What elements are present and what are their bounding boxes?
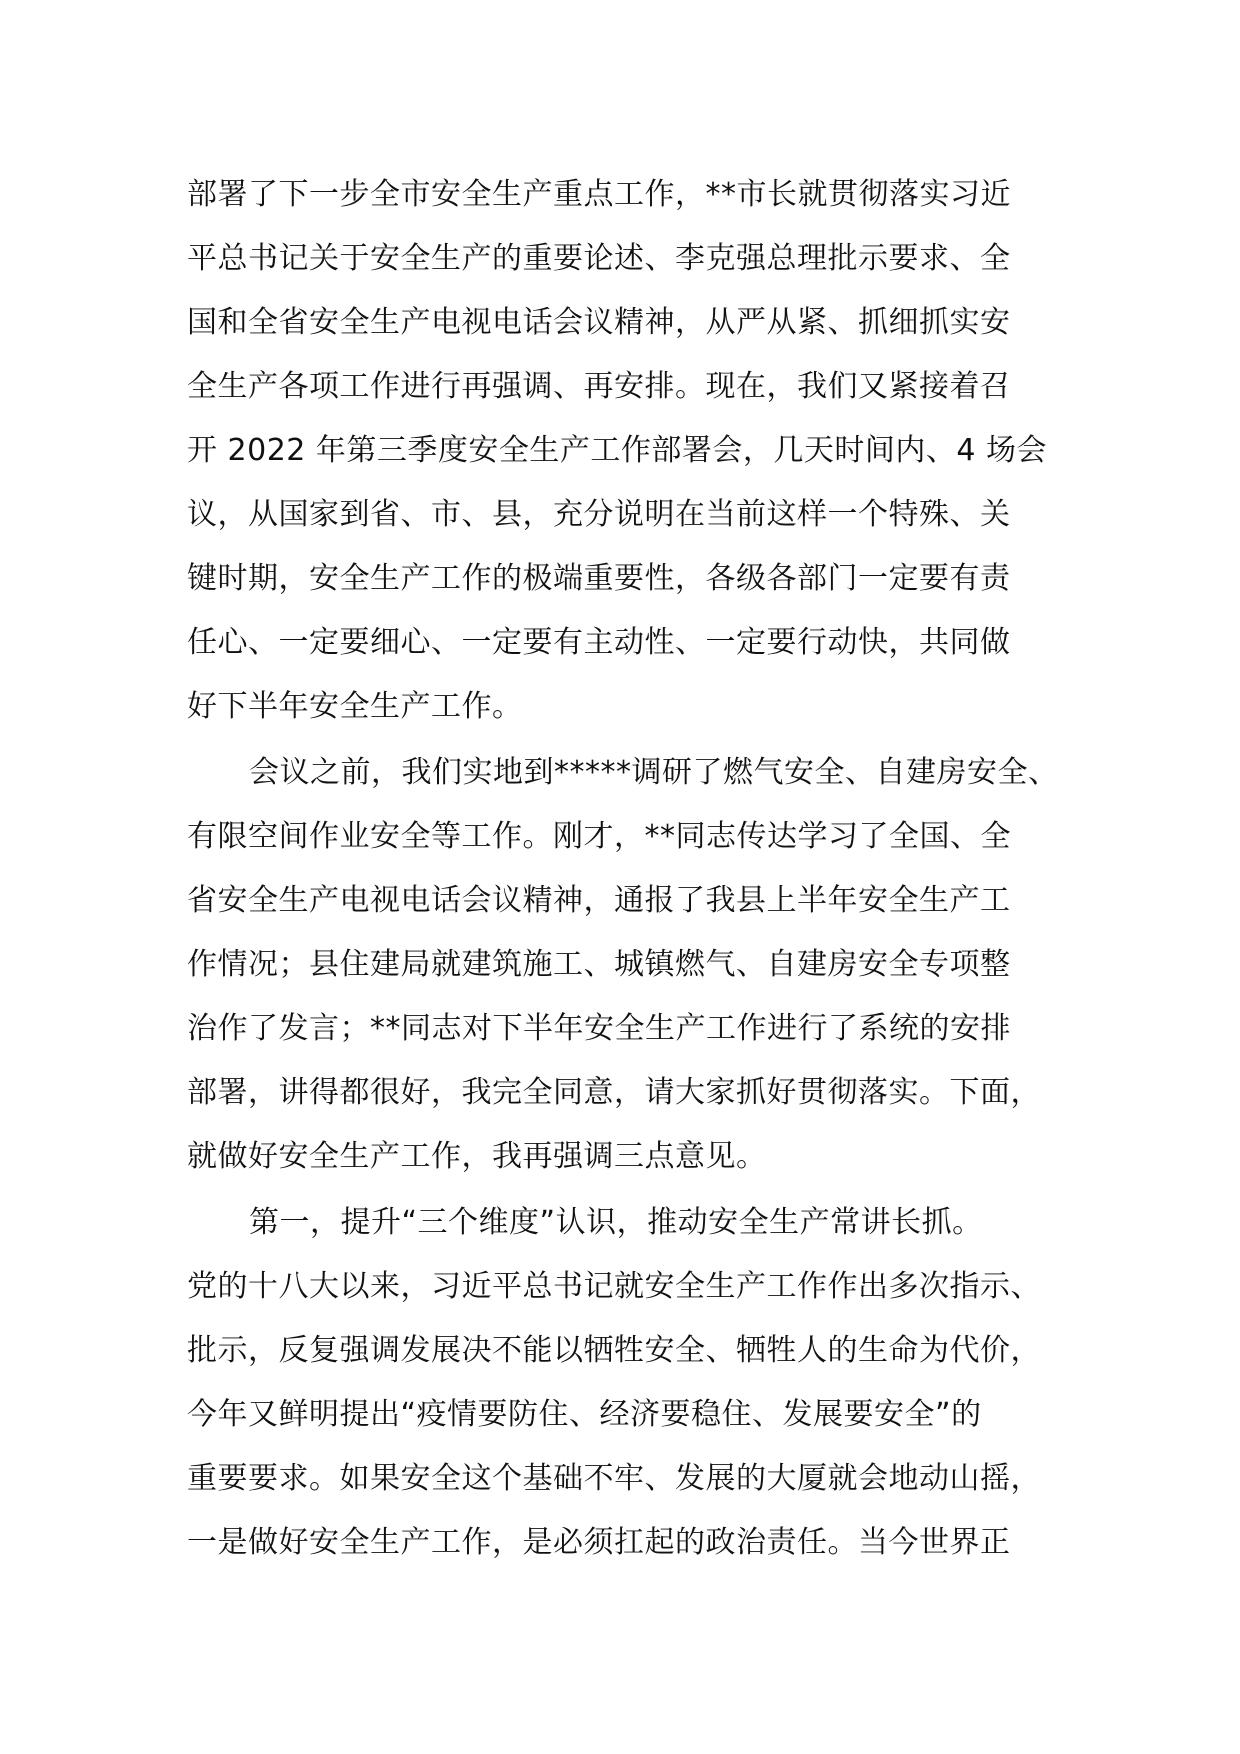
- text-line: 党的十八大以来，习近平总书记就安全生产工作作出多次指示、: [187, 1269, 1041, 1304]
- text-line: 全生产各项工作进行再强调、再安排。现在，我们又紧接着召: [187, 369, 1011, 404]
- text-line: 今年又鲜明提出“疫情要防住、经济要稳住、发展要安全”的: [187, 1397, 982, 1432]
- text-line: 键时期，安全生产工作的极端重要性，各级各部门一定要有责: [187, 561, 1011, 596]
- text-line: 任心、一定要细心、一定要有主动性、一定要行动快，共同做: [187, 625, 1011, 660]
- text-line: 一是做好安全生产工作，是必须扛起的政治责任。当今世界正: [187, 1525, 1011, 1560]
- text-line: 国和全省安全生产电视电话会议精神，从严从紧、抓细抓实安: [187, 305, 1011, 340]
- text-line: 议，从国家到省、市、县，充分说明在当前这样一个特殊、关: [187, 497, 1011, 532]
- text-line: 有限空间作业安全等工作。刚才，**同志传达学习了全国、全: [187, 819, 1011, 854]
- text-line: 省安全生产电视电话会议精神，通报了我县上半年安全生产工: [187, 883, 1011, 918]
- text-line: 部署了下一步全市安全生产重点工作，**市长就贯彻落实习近: [187, 177, 1011, 212]
- text-line: 批示，反复强调发展决不能以牺牲安全、牺牲人的生命为代价，: [187, 1333, 1041, 1368]
- text-line: 第一，提升“三个维度”认识，推动安全生产常讲长抓。: [249, 1205, 983, 1240]
- text-line: 治作了发言；**同志对下半年安全生产工作进行了系统的安排: [187, 1011, 1011, 1046]
- text-line: 开 2022 年第三季度安全生产工作部署会，几天时间内、4 场会: [187, 433, 1048, 468]
- text-line: 好下半年安全生产工作。: [187, 689, 523, 724]
- text-line: 部署，讲得都很好，我完全同意，请大家抓好贯彻落实。下面，: [187, 1075, 1041, 1110]
- text-line: 作情况；县住建局就建筑施工、城镇燃气、自建房安全专项整: [187, 947, 1011, 982]
- text-line: 平总书记关于安全生产的重要论述、李克强总理批示要求、全: [187, 241, 1011, 276]
- text-line: 重要要求。如果安全这个基础不牢、发展的大厦就会地动山摇，: [187, 1461, 1041, 1496]
- text-line: 就做好安全生产工作，我再强调三点意见。: [187, 1139, 767, 1174]
- text-line: 会议之前，我们实地到*****调研了燃气安全、自建房安全、: [249, 755, 1059, 790]
